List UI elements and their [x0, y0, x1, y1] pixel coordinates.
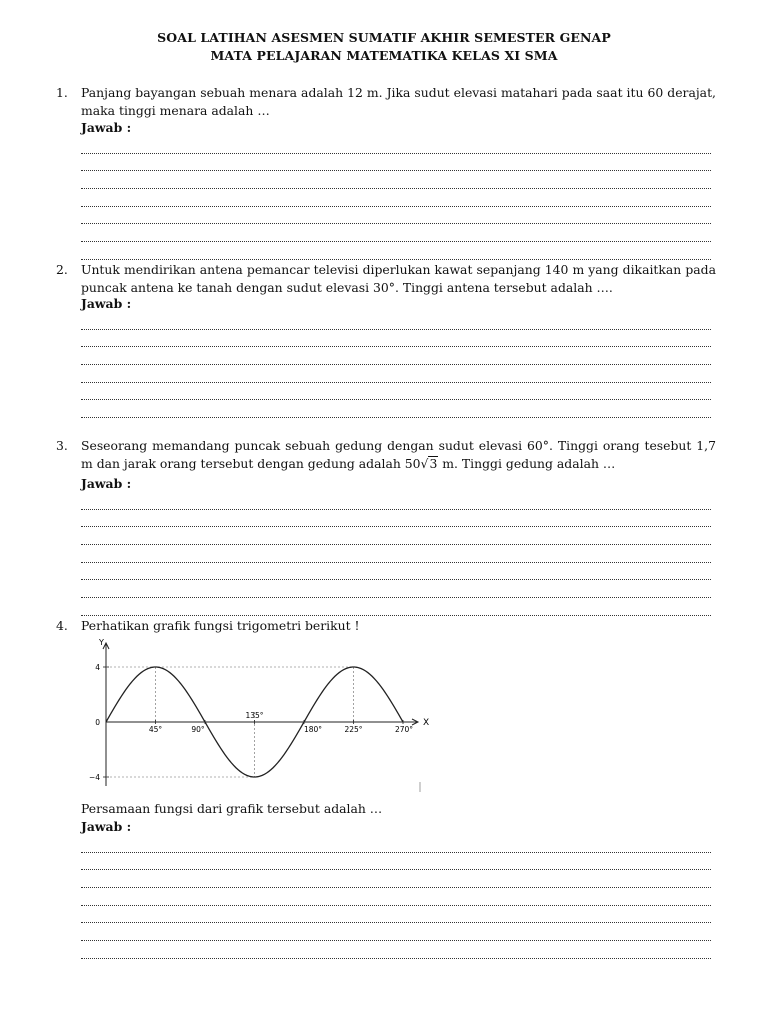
- y-axis-label: Y: [99, 638, 104, 647]
- question-number: 4.: [56, 618, 68, 633]
- question-number: 3.: [56, 438, 68, 453]
- x-tick-label: 180°: [303, 725, 323, 734]
- trig-function-graph: [84, 636, 434, 794]
- answer-label: Jawab :: [81, 120, 132, 135]
- question-4: [56, 617, 716, 635]
- answer-lines[interactable]: [81, 136, 711, 260]
- question-3: [56, 437, 716, 472]
- answer-lines[interactable]: [81, 312, 711, 418]
- question-number: 1.: [56, 85, 68, 100]
- x-tick-label: 135°: [245, 711, 264, 720]
- sqrt-radicand: 3: [429, 455, 438, 471]
- answer-lines[interactable]: [81, 492, 711, 616]
- question-number: 2.: [56, 262, 68, 277]
- question-4-followup: [56, 800, 716, 818]
- y-tick-label: 4: [95, 663, 100, 672]
- question-2: [56, 261, 716, 296]
- question-1: [56, 84, 716, 119]
- answer-label: Jawab :: [81, 296, 132, 311]
- y-tick-label: 0: [95, 718, 100, 727]
- question-text: Persamaan fungsi dari grafik tersebut adalah …: [81, 801, 383, 816]
- x-tick-label: 45°: [148, 725, 163, 734]
- answer-label: Jawab :: [81, 819, 132, 834]
- answer-lines[interactable]: [81, 835, 711, 959]
- answer-label: Jawab :: [81, 476, 132, 491]
- x-tick-label: 270°: [394, 725, 414, 734]
- question-text: Untuk mendirikan antena pemancar televisi diperlukan kawat sepanjang 140 m yang dikaitkan pada puncak antena ke tanah dengan sudut elevasi 30°. Tinggi antena tersebut adalah ….: [81, 262, 716, 295]
- question-text: Perhatikan grafik fungsi trigometri berikut !: [81, 618, 360, 633]
- header-title-line2: MATA PELAJARAN MATEMATIKA KELAS XI SMA: [210, 48, 558, 63]
- x-tick-label: 225°: [344, 725, 363, 734]
- x-tick-label: 90°: [191, 725, 205, 734]
- x-axis-label: X: [423, 718, 430, 728]
- sqrt-symbol: √: [420, 455, 429, 471]
- question-text: Seseorang memandang puncak sebuah gedung dengan sudut elevasi 60°. Tinggi orang tesebut 1,7 m dan jarak orang tersebut dengan gedung adalah 50√3 m. Tinggi gedung adalah …: [81, 438, 716, 471]
- y-tick-label: −4: [88, 773, 100, 782]
- header-title-line1: SOAL LATIHAN ASESMEN SUMATIF AKHIR SEMESTER GENAP: [157, 30, 611, 45]
- question-text: Panjang bayangan sebuah menara adalah 12 m. Jika sudut elevasi matahari pada saat itu 60 derajat, maka tinggi menara adalah …: [81, 85, 716, 118]
